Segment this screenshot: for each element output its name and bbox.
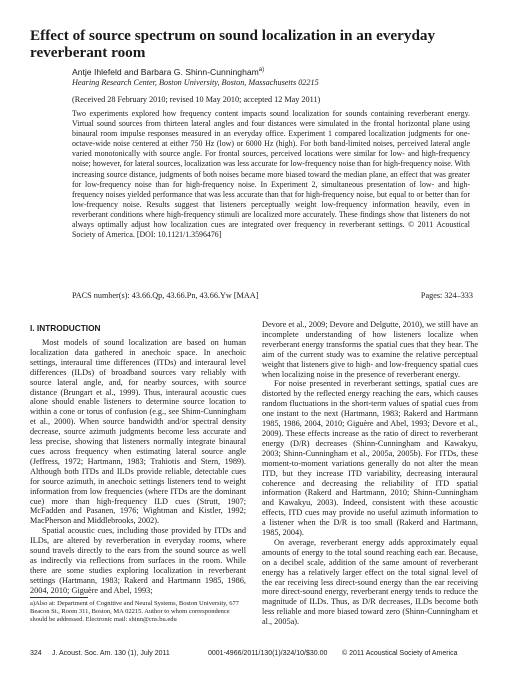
footer-page-number: 324 (30, 650, 42, 657)
received-dates: (Received 28 February 2010; revised 10 May 2010; accepted 12 May 2011) (72, 95, 321, 104)
affiliation: Hearing Research Center, Boston University, Boston, Massachusetts 02215 (72, 78, 319, 87)
page-range: Pages: 324–333 (420, 291, 473, 300)
author-footnote-mark: a) (258, 67, 265, 74)
intro-paragraph-2-cont: Devore et al., 2009; Devore and Delgutte, 2010), we still have an incomplete understanding of how listeners localize when reverberant energy transforms the spatial cues that they hear. The aim of the current study was to examine the relative perceptual weight that listeners give to high- and low-frequency spatial cues when localizing noise in the presence of reverberant energy. (262, 320, 478, 379)
footer-copyright: © 2011 Acoustical Society of America (342, 650, 458, 657)
intro-paragraph-3: For noise presented in reverberant settings, spatial cues are distorted by the reflected energy reaching the ears, which causes random fluctuations in the short-term values of spatial cues from one instant to the next (Hartmann, 1983; Rakerd and Hartmann 1985, 1986, 2004, 2010; Giguère and Abel, 1993; Devore et al., 2009). These effects increase as the ratio of direct to reverberant energy (D/R) decreases (Shinn-Cunningham and Kawakyu, 2003; Shinn-Cunningham et al., 2005a, 2005b). For ITDs, these moment-to-moment variations generally do not alter the mean ITD, but they increase ITD variability, decreasing interaural coherence and decreasing the reliability of ITD spatial information (Rakerd and Hartmann, 2010; Shinn-Cunningham and Kawakyu, 2003). Indeed, consistent with these acoustic effects, ITD cues may provide no useful azimuth information to a listener when the D/R is too small (Rakerd and Hartmann, 1985, 2004). (262, 379, 478, 538)
intro-paragraph-2: Spatial acoustic cues, including those provided by ITDs and ILDs, are altered by reverberation in everyday rooms, where sound travels directly to the ears from the sound source as well as indirectly via reflections from surfaces in the room. While there are some studies exploring localization in reverberant settings (Hartmann, 1983; Rakerd and Hartmann 1985, 1986, 2004, 2010; Giguère and Abel, 1993; (30, 526, 246, 595)
footer-code: 0001-4966/2011/130(1)/324/10/$30.00 (208, 650, 328, 657)
intro-paragraph-1: Most models of sound localization are based on human localization data gathered in anechoic space. In anechoic settings, interaural time differences (ITDs) and interaural level differences (ILDs) of broadband sources vary reliably with source lateral angle, and, for nearby sources, with source distance (Brungart et al., 1999). Thus, interaural acoustic cues alone should enable listeners to determine source location to within a cone or torus of confusion (e.g., see Shinn-Cunningham et al., 2000). When source bandwidth and/or spectral density decrease, source azimuth judgments become less accurate and less precise, showing that listeners normally integrate binaural cues across frequency when estimating lateral source angle (Jeffress, 1972; Hartmann, 1983; Trahiotis and Stern, 1989). Although both ITDs and ILDs provide reliable, detectable cues for source azimuth, in anechoic settings listeners tend to weight information from low frequencies (where ITDs are the dominant cue) more than high-frequency ILD cues (Strutt, 1907; McFadden and Pasanen, 1976; Wightman and Kistler, 1992; MacPherson and Middlebrooks, 2002). (30, 338, 246, 526)
footnote: a)Also at: Department of Cognitive and Neural Systems, Boston University, 677 Beacon St., Room 311, Boston, MA 02215. Author to whom correspondence should be addressed. Electronic mail: shinn@cns.bu.edu (30, 600, 239, 623)
paper-title: Effect of source spectrum on sound localization in an everyday reverberant room (30, 27, 436, 61)
section-heading: I. INTRODUCTION (30, 323, 101, 333)
footnote-rule (30, 597, 88, 598)
right-column (262, 320, 478, 627)
pacs-numbers: PACS number(s): 43.66.Qp, 43.66.Pn, 43.66.Yw [MAA] (72, 291, 259, 300)
left-column (30, 338, 246, 596)
authors: Antje Ihlefeld and Barbara G. Shinn-Cunningham (72, 67, 259, 77)
abstract: Two experiments explored how frequency content impacts sound localization for sounds containing reverberant energy. Virtual sound sources from thirteen lateral angles and four distances were simulated in the frontal horizontal plane using binaural room impulse responses measured in an everyday office. Experiment 1 compared localization judgments for one-octave-wide noise centered at either 750 Hz (low) or 6000 Hz (high). For both band-limited noises, perceived lateral angle varied monotonically with source angle. For frontal sources, perceived locations were similar for low- and high-frequency noise; however, for lateral sources, localization was less accurate for low-frequency noise than for high-frequency noise. With increasing source distance, judgments of both noises became more biased toward the median plane, an effect that was greater for low-frequency noise than for high-frequency noise. In Experiment 2, simultaneous presentation of low- and high-frequency noises yielded performance that was less accurate than that for high-frequency noise, but equal to or better than for low-frequency noise. Results suggest that listeners perceptually weight low-frequency information heavily, even in reverberant conditions where high-frequency stimuli are localized more accurately. These findings show that listeners do not always optimally adjust how localization cues are integrated over frequency in reverberant settings. © 2011 Acoustical Society of America. [DOI: 10.1121/1.3596476] (72, 109, 470, 240)
author-line (72, 67, 264, 77)
footer-journal: J. Acoust. Soc. Am. 130 (1), July 2011 (52, 650, 170, 657)
intro-paragraph-4: On average, reverberant energy adds approximately equal amounts of energy to the total sound reaching each ear. Because, on a decibel scale, addition of the same amount of reverberant energy has a relatively larger effect on the total signal level of the ear receiving less direct-sound energy than the ear receiving more direct-sound energy, reverberant energy tends to reduce the magnitude of ILDs. Thus, as D/R decreases, ILDs become both less reliable and more biased toward zero (Shinn-Cunningham et al., 2005a). (262, 537, 478, 627)
